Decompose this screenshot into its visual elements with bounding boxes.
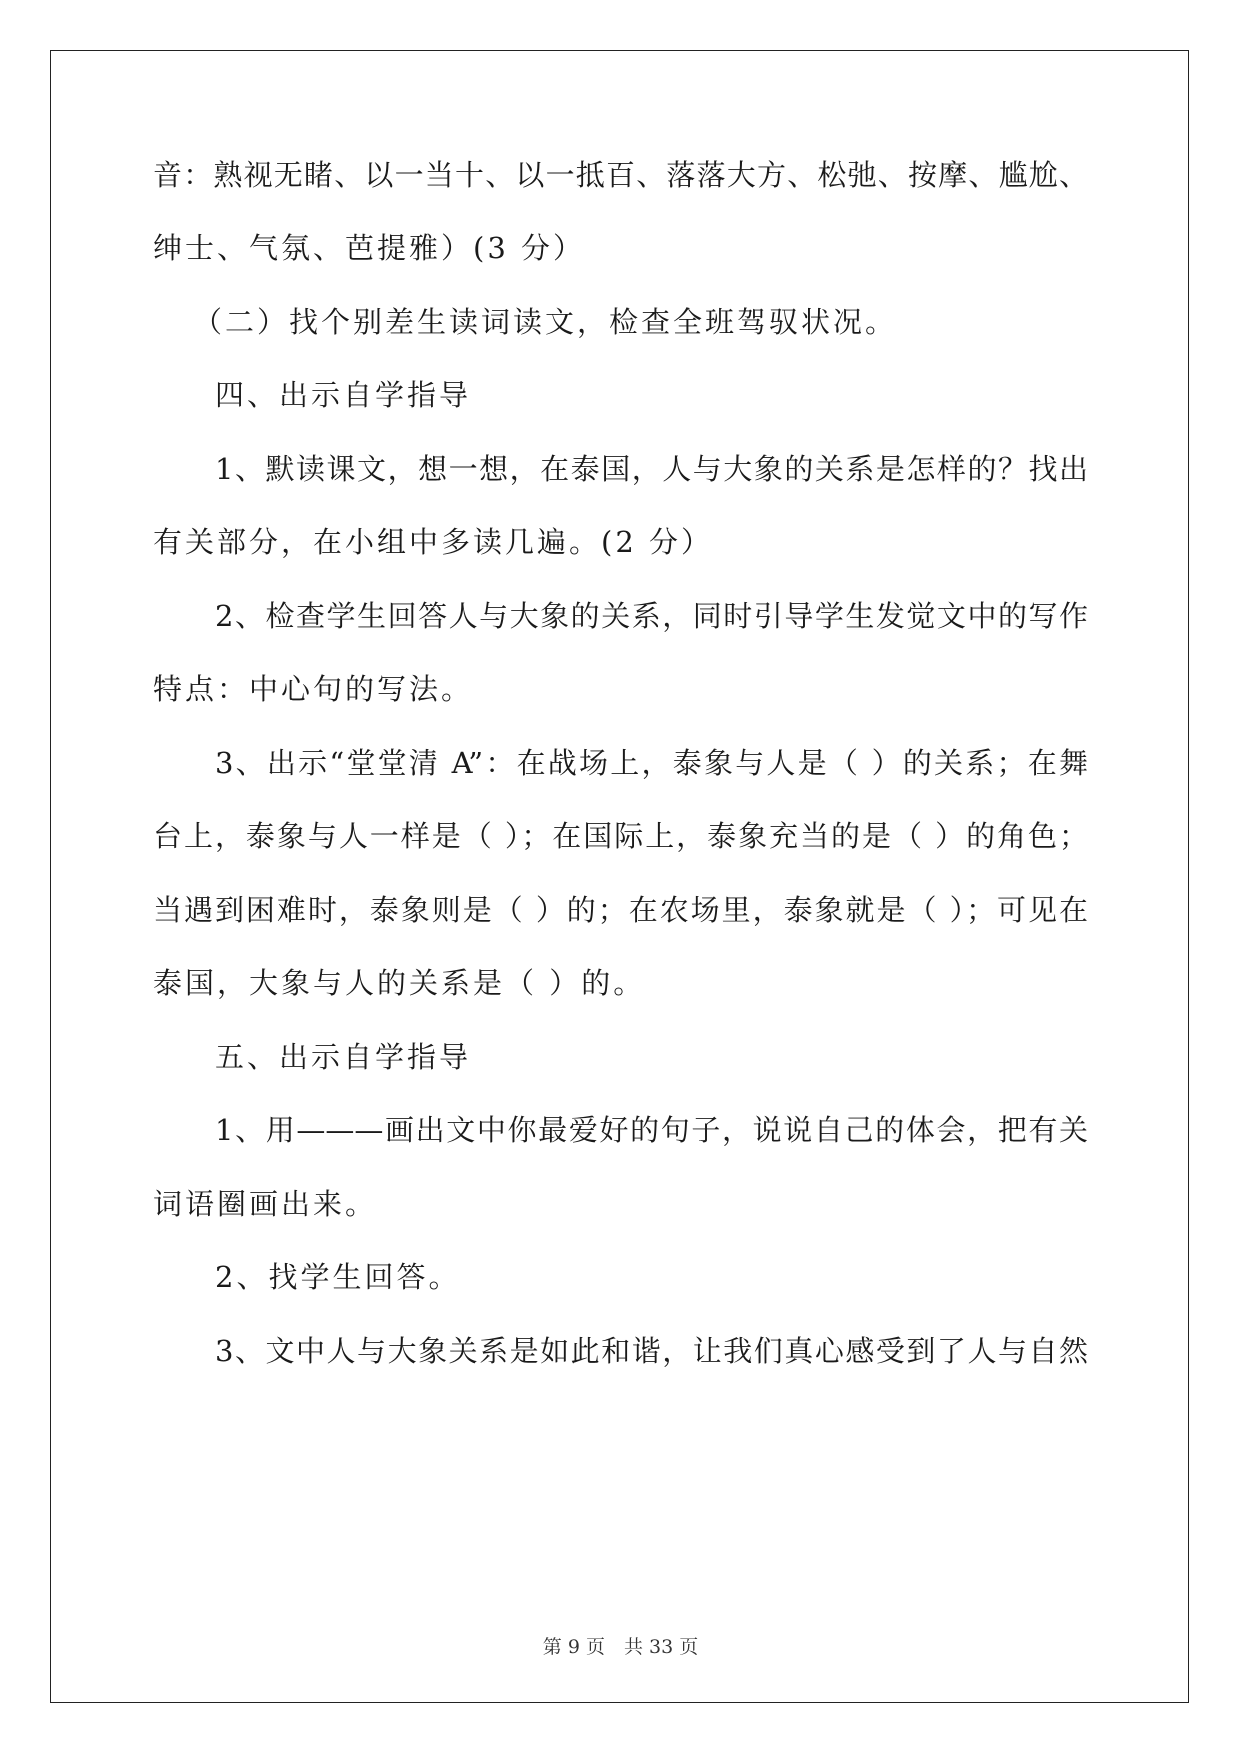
text-line: 词语圈画出来。 xyxy=(153,1187,378,1221)
section-heading: 五、出示自学指导 xyxy=(215,1040,472,1074)
page-border xyxy=(50,50,1189,1703)
text-line: 1、默读课文，想一想，在泰国，人与大象的关系是怎样的？找出 xyxy=(215,452,1088,486)
text-line: 泰国，大象与人的关系是（ ）的。 xyxy=(153,966,646,1000)
text-line: 3、出示“堂堂清 A”：在战场上，泰象与人是（ ）的关系；在舞 xyxy=(215,746,1088,780)
page-number: 第 9 页 共 33 页 xyxy=(542,1636,699,1658)
text-line: 特点：中心句的写法。 xyxy=(153,672,474,706)
text-line: 2、检查学生回答人与大象的关系，同时引导学生发觉文中的写作 xyxy=(215,599,1088,633)
text-line: 3、文中人与大象关系是如此和谐，让我们真心感受到了人与自然 xyxy=(215,1334,1088,1368)
text-line: （二）找个别差生读词读文，检查全班驾驭状况。 xyxy=(193,305,898,339)
text-line: 有关部分，在小组中多读几遍。(2 分） xyxy=(153,525,713,559)
text-line: 2、找学生回答。 xyxy=(215,1260,461,1294)
text-line: 当遇到困难时，泰象则是（ ）的；在农场里，泰象就是（ ）；可见在 xyxy=(153,893,1088,927)
text-line: 1、用———画出文中你最爱好的句子，说说自己的体会，把有关 xyxy=(215,1113,1088,1147)
text-line: 音：熟视无睹、以一当十、以一抵百、落落大方、松弛、按摩、尴尬、 xyxy=(153,158,1088,192)
text-line: 台上，泰象与人一样是（ ）；在国际上，泰象充当的是（ ）的角色； xyxy=(153,819,1088,853)
text-line: 绅士、气氛、芭提雅）(3 分） xyxy=(153,231,585,265)
section-heading: 四、出示自学指导 xyxy=(215,378,472,412)
